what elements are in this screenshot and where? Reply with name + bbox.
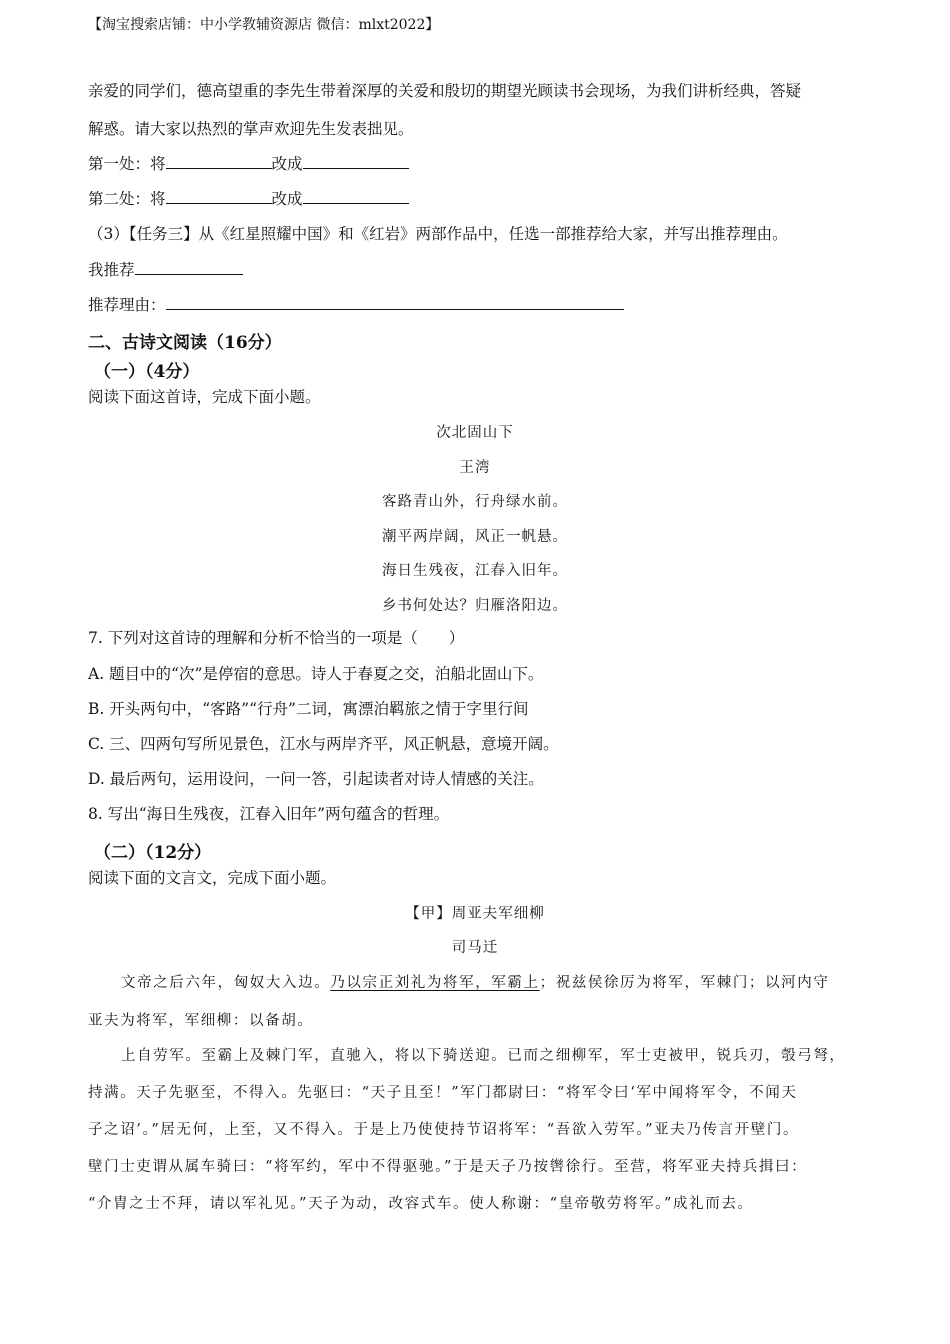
edit-mid: 改成 — [271, 190, 303, 208]
answer-blank[interactable] — [303, 187, 409, 204]
option-b[interactable]: B. 开头两句中，“客路”“行舟”二词，寓漂泊羁旅之情于字里行间 — [88, 700, 529, 718]
header-watermark: 【淘宝搜索店铺：中小学教辅资源店 微信：mlxt2022】 — [88, 17, 440, 33]
part2-instruction: 阅读下面的文言文，完成下面小题。 — [88, 869, 337, 887]
part2-title: （二）（12分） — [94, 843, 212, 863]
answer-blank[interactable] — [166, 152, 272, 169]
option-d[interactable]: D. 最后两句，运用设问，一问一答，引起读者对诗人情感的关注。 — [88, 770, 544, 788]
intro-line-1: 亲爱的同学们，德高望重的李先生带着深厚的关爱和殷切的期望光顾读书会现场，为我们讲析经典，答疑 — [88, 82, 802, 100]
answer-blank[interactable] — [303, 152, 409, 169]
reason-blank[interactable] — [166, 293, 624, 310]
p1-pre: 文帝之后六年，匈奴大入边。 — [121, 975, 331, 991]
classical-p2-line: 持满。天子先驱至，不得入。先驱曰：“天子且至！”军门都尉曰：“将军令曰‘军中闻将军令，不闻天 — [88, 1085, 798, 1101]
p1-underlined-sentence: 乃以宗正刘礼为将军，军霸上 — [330, 975, 540, 991]
task3-prompt: （3）【任务三】从《红星照耀中国》和《红岩》两部作品中，任选一部推荐给大家，并写出推荐理由。 — [88, 225, 788, 243]
classical-p1-line1 — [121, 971, 829, 992]
question-7: 7. 下列对这首诗的理解和分析不恰当的一项是（ ） — [88, 629, 465, 647]
recommend-blank[interactable] — [135, 258, 243, 275]
edit-line-2 — [88, 187, 409, 210]
edit-mid: 改成 — [271, 155, 303, 173]
recommend-line — [88, 258, 243, 281]
poem-line: 客路青山外，行舟绿水前。 — [382, 494, 568, 510]
classical-p2-line: 上自劳军。至霸上及棘门军，直驰入，将以下骑送迎。已而之细柳军，军士吏被甲，锐兵刃，彀弓弩， — [121, 1048, 846, 1064]
edit-line-1 — [88, 152, 409, 175]
poem-line: 乡书何处达？归雁洛阳边。 — [382, 598, 568, 614]
question-8: 8. 写出“海日生残夜，江春入旧年”两句蕴含的哲理。 — [88, 805, 450, 823]
reason-label: 推荐理由： — [88, 296, 166, 314]
part1-title: （一）（4分） — [94, 362, 200, 382]
classical-p1-line2: 亚夫为将军，军细柳：以备胡。 — [88, 1013, 314, 1029]
reason-line — [88, 293, 624, 316]
classical-p2-line: “介胄之士不拜，请以军礼见。”天子为动，改容式车。使人称谢：“皇帝敬劳将军。”成礼而去。 — [88, 1196, 754, 1212]
option-c[interactable]: C. 三、四两句写所见景色，江水与两岸齐平，风正帆悬，意境开阔。 — [88, 735, 559, 753]
edit-label: 第二处：将 — [88, 190, 166, 208]
section2-title: 二、古诗文阅读（16分） — [88, 333, 282, 353]
poem-line: 潮平两岸阔，风正一帆悬。 — [382, 529, 568, 545]
edit-label: 第一处：将 — [88, 155, 166, 173]
recommend-label: 我推荐 — [88, 261, 135, 279]
classical-text-title: 【甲】周亚夫军细柳 — [405, 906, 545, 922]
p1-post: ；祝兹侯徐厉为将军，军棘门；以河内守 — [539, 975, 830, 991]
intro-line-2: 解惑。请大家以热烈的掌声欢迎先生发表拙见。 — [88, 120, 414, 138]
option-a[interactable]: A. 题目中的“次”是停宿的意思。诗人于春夏之交，泊船北固山下。 — [88, 665, 544, 683]
poem-author: 王湾 — [459, 460, 491, 476]
poem-line: 海日生残夜，江春入旧年。 — [382, 563, 568, 579]
classical-p2-line: 壁门士吏谓从属车骑曰：“将军约，军中不得驱驰。”于是天子乃按辔徐行。至营，将军亚夫持兵揖曰： — [88, 1159, 808, 1175]
classical-text-author: 司马迁 — [451, 940, 499, 956]
part1-instruction: 阅读下面这首诗，完成下面小题。 — [88, 388, 321, 406]
classical-p2-line: 子之诏’。”居无何，上至，又不得入。于是上乃使使持节诏将军：“吾欲入劳军。”亚夫乃传言开壁门。 — [88, 1122, 800, 1138]
answer-blank[interactable] — [166, 187, 272, 204]
poem-title: 次北固山下 — [436, 425, 514, 441]
